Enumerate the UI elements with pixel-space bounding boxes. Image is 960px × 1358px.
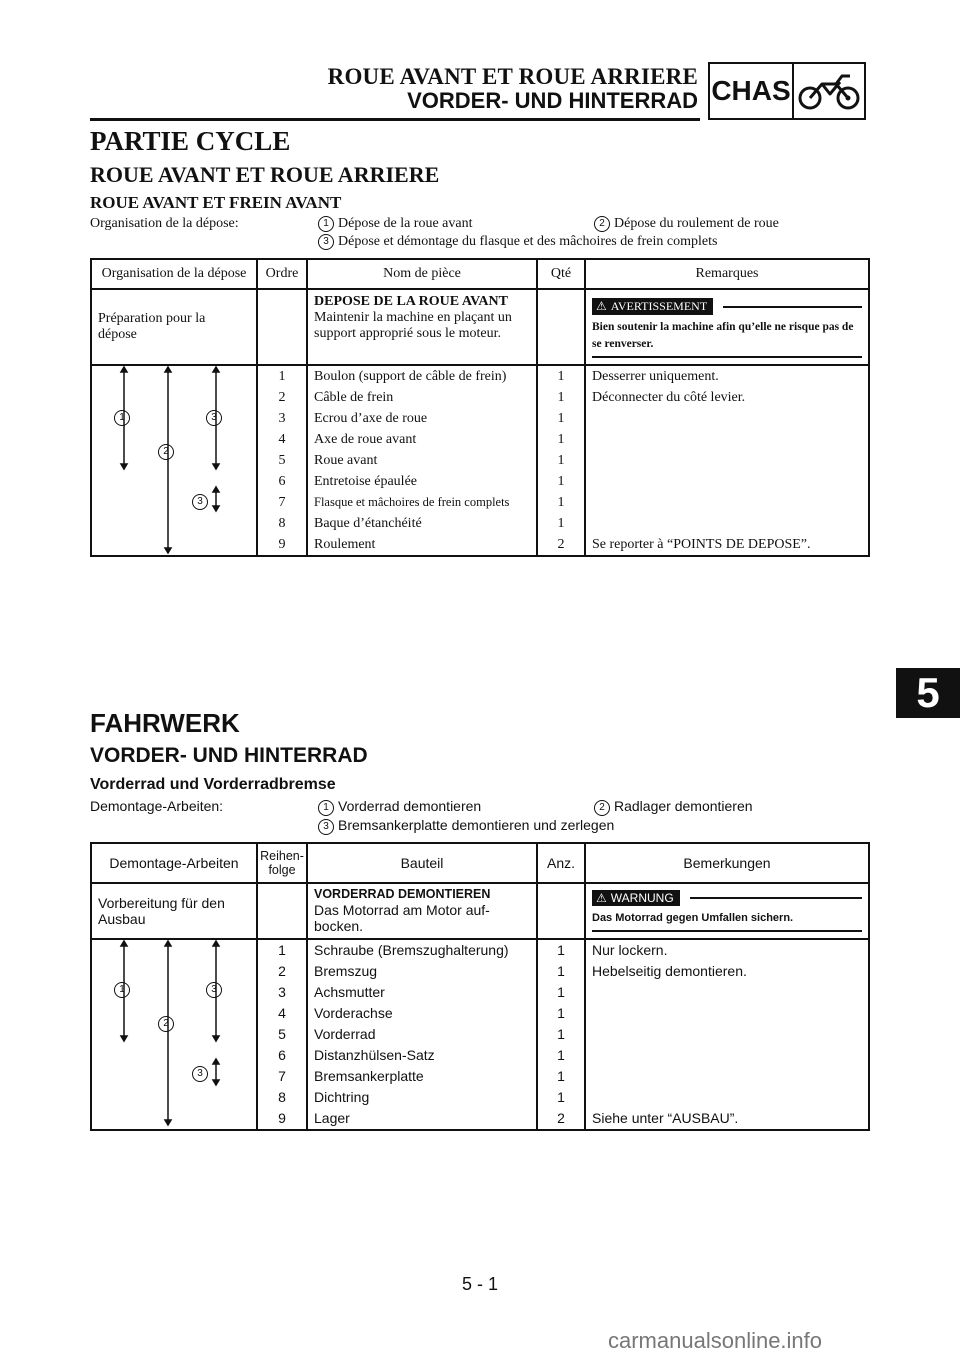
col-header: Nom de pièce	[307, 259, 537, 289]
de-org-item-1: 1 Vorderrad demontieren	[318, 798, 481, 816]
table-header-row	[91, 259, 869, 289]
diagram-label: 3	[206, 410, 222, 426]
header-title-de: VORDER- UND HINTERRAD	[407, 88, 698, 113]
prep-label: Préparation pour la dépose	[91, 289, 257, 365]
fr-heading-2: ROUE AVANT ET ROUE ARRIERE	[90, 162, 440, 187]
table-row-preparation	[91, 289, 869, 365]
part-column: Schraube (Bremszughalterung) Bremszug Achsmutter Vorderachse Vorderrad Distanzhülsen-Satz Bremsankerplatte Dichtring Lager	[307, 939, 537, 1130]
fr-org-label: Organisation de la dépose:	[90, 216, 239, 231]
warning-badge: ⚠ AVERTISSEMENT	[592, 298, 713, 315]
col-header: Anz.	[537, 843, 585, 883]
col-header: Bauteil	[307, 843, 537, 883]
de-heading-2: VORDER- UND HINTERRAD	[90, 744, 368, 767]
fr-disassembly-table	[90, 258, 870, 557]
warning-icon: ⚠	[596, 299, 607, 313]
order-column: 1 2 3 4 5 6 7 8 9	[257, 939, 307, 1130]
col-header: Reihen- folge	[257, 843, 307, 883]
order-column: 1 2 3 4 5 6 7 8 9	[257, 365, 307, 556]
watermark: carmanualsonline.info	[608, 1328, 823, 1353]
order-diagram	[91, 939, 257, 1130]
page-number: 5 - 1	[461, 1274, 499, 1294]
col-header: Organisation de la dépose	[91, 259, 257, 289]
col-header: Ordre	[257, 259, 307, 289]
remark-column: Nur lockern. Hebelseitig demontieren. Siehe unter “AUSBAU”.	[585, 939, 869, 1130]
diagram-label: 1	[114, 982, 130, 998]
table-row-preparation	[91, 883, 869, 939]
warning-box	[585, 883, 869, 939]
de-org-item-3: 3 Bremsankerplatte demontieren und zerlegen	[318, 817, 614, 835]
diagram-label: 2	[158, 1016, 174, 1032]
warning-box	[585, 289, 869, 365]
de-heading-1: FAHRWERK	[90, 708, 240, 738]
fr-org-item-2: 2 Dépose du roulement de roue	[594, 216, 779, 232]
header-rule	[90, 118, 700, 121]
order-diagram	[91, 365, 257, 556]
prep-part: DEPOSE DE LA ROUE AVANT Maintenir la machine en plaçant un support approprié sous le moteur.	[307, 289, 537, 365]
warning-text: Das Motorrad gegen Umfallen sichern.	[592, 912, 794, 924]
prep-label: Vorbereitung für den Ausbau	[91, 883, 257, 939]
fr-org-item-1: 1 Dépose de la roue avant	[318, 216, 473, 232]
diagram-label: 1	[114, 410, 130, 426]
col-header: Remarques	[585, 259, 869, 289]
prep-part: VORDERRAD DEMONTIEREN Das Motorrad am Motor auf- bocken.	[307, 883, 537, 939]
warning-text: Bien soutenir la machine afin qu’elle ne risque pas de se renverser.	[592, 321, 854, 350]
de-org-item-2: 2 Radlager demontieren	[594, 798, 753, 816]
motorcycle-icon	[794, 64, 864, 118]
diagram-label: 3	[206, 982, 222, 998]
header-title-fr: ROUE AVANT ET ROUE ARRIERE	[327, 64, 698, 89]
fr-heading-1: PARTIE CYCLE	[90, 126, 291, 156]
diagram-label: 2	[158, 444, 174, 460]
col-header: Bemerkungen	[585, 843, 869, 883]
table-row-parts	[91, 365, 869, 556]
part-column: Boulon (support de câble de frein) Câble de frein Ecrou d’axe de roue Axe de roue avant Roue avant Entretoise épaulée Flasque et mâchoires de frein complets Baque d’étanchéité Roulement	[307, 365, 537, 556]
de-org-label: Demontage-Arbeiten:	[90, 798, 224, 814]
qty-column: 1 1 1 1 1 1 1 1 2	[537, 939, 585, 1130]
fr-org-item-3: 3 Dépose et démontage du flasque et des mâchoires de frein complets	[318, 234, 717, 250]
warning-badge: ⚠ WARNUNG	[592, 890, 680, 906]
diagram-label: 3	[192, 1066, 208, 1082]
section-badge	[708, 62, 866, 120]
chapter-tab: 5	[896, 668, 960, 718]
warning-icon: ⚠	[596, 891, 607, 905]
qty-column: 1 1 1 1 1 1 1 1 2	[537, 365, 585, 556]
diagram-label: 3	[192, 494, 208, 510]
de-heading-3: Vorderrad und Vorderradbremse	[90, 776, 336, 793]
de-disassembly-table	[90, 842, 870, 1131]
remark-column: Desserrer uniquement. Déconnecter du côté levier. Se reporter à “POINTS DE DEPOSE”.	[585, 365, 869, 556]
table-row-parts	[91, 939, 869, 1130]
col-header: Demontage-Arbeiten	[91, 843, 257, 883]
table-header-row	[91, 843, 869, 883]
section-code: CHAS	[710, 64, 794, 118]
col-header: Qté	[537, 259, 585, 289]
fr-heading-3: ROUE AVANT ET FREIN AVANT	[90, 193, 342, 212]
